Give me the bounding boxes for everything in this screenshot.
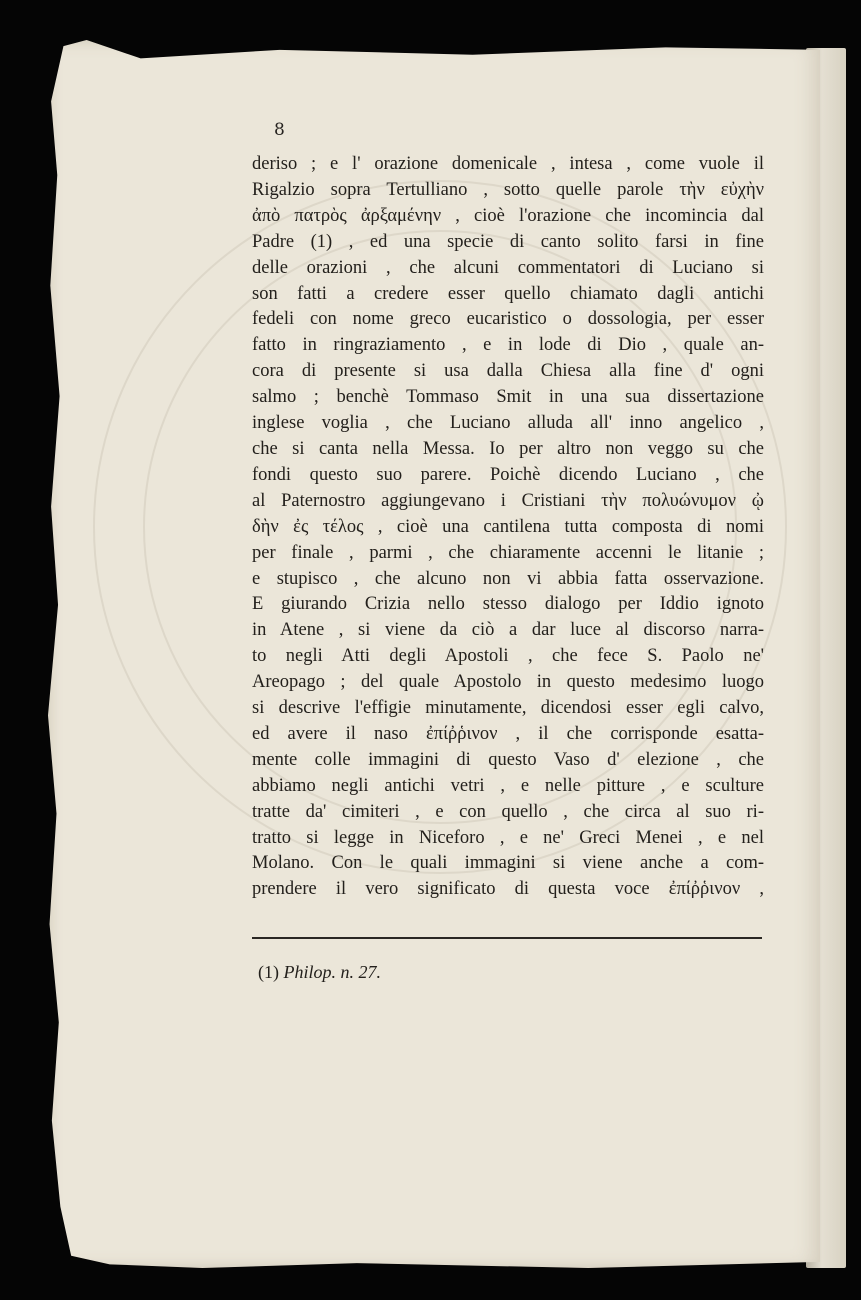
text-line: prendere il vero significato di questa voce ἐπίῤῥινον ,	[252, 879, 764, 900]
text-line: Areopago ; del quale Apostolo in questo medesimo luogo	[252, 672, 764, 693]
text-line: fedeli con nome greco eucaristico o dossologia, per esser	[252, 309, 764, 330]
text-line: che si canta nella Messa. Io per altro non veggo su che	[252, 438, 764, 459]
text-line: in Atene , si viene da ciò a dar luce al discorso narra-	[252, 620, 764, 641]
text-line: fatto in ringraziamento , e in lode di Dio , quale an-	[252, 335, 764, 356]
text-line: deriso ; e l' orazione domenicale , intesa , come vuole il	[252, 154, 764, 174]
text-line: e stupisco , che alcuno non vi abbia fatta osservazione.	[252, 568, 764, 589]
text-line: Padre (1) , ed una specie di canto solito farsi in fine	[252, 231, 764, 252]
text-line: abbiamo negli antichi vetri , e nelle pitture , e sculture	[252, 775, 764, 796]
text-line: tratte da' cimiteri , e con quello , che circa al suo ri-	[252, 801, 764, 822]
text-line: inglese voglia , che Luciano alluda all' inno angelico ,	[252, 413, 764, 434]
footnote-rule	[252, 937, 762, 939]
body-text	[252, 152, 764, 903]
text-line: salmo ; benchè Tommaso Smit in una sua dissertazione	[252, 387, 764, 408]
text-line: al Paternostro aggiungevano i Cristiani τὴν πολυώνυμον ᾠ	[252, 490, 764, 511]
text-line: mente colle immagini di questo Vaso d' elezione , che	[252, 749, 764, 770]
footnote	[258, 962, 381, 983]
footnote-marker: (1)	[258, 962, 279, 982]
text-line: son fatti a credere esser quello chiamato dagli antichi	[252, 283, 764, 304]
text-line: ἀπὸ πατρὸς ἀρξαμένην , cioè l'orazione che incomincia dal	[252, 205, 764, 226]
text-line: fondi questo suo parere. Poichè dicendo Luciano , che	[252, 464, 764, 485]
text-line: si descrive l'effigie minutamente, dicendosi esser egli calvo,	[252, 698, 764, 719]
text-line: E giurando Crizia nello stesso dialogo per Iddio ignoto	[252, 594, 764, 615]
page-number: 8	[274, 120, 285, 140]
text-line: delle orazioni , che alcuni commentatori di Luciano si	[252, 257, 764, 278]
text-line: Rigalzio sopra Tertulliano , sotto quelle parole τὴν εὐχὴν	[252, 179, 764, 200]
text-line: tratto si legge in Niceforo , e ne' Greci Menei , e nel	[252, 827, 764, 848]
text-line: per finale , parmi , che chiaramente accenni le litanie ;	[252, 542, 764, 563]
text-line: Molano. Con le quali immagini si viene anche a com-	[252, 853, 764, 874]
text-line: cora di presente si usa dalla Chiesa alla fine d' ogni	[252, 361, 764, 382]
text-line: to negli Atti degli Apostoli , che fece S. Paolo ne'	[252, 646, 764, 667]
text-line: ed avere il naso ἐπίῤῥινον , il che corrisponde esatta-	[252, 723, 764, 744]
text-line: δὴν ἐς τέλος , cioè una cantilena tutta composta di nomi	[252, 516, 764, 537]
footnote-reference: Philop. n. 27.	[283, 962, 381, 982]
